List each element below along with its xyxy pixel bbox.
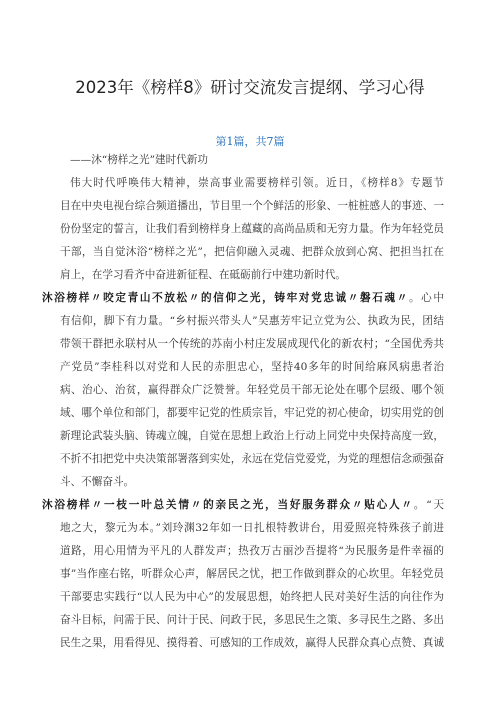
paragraph-line: 域、哪个单位和部门，都要牢记党的性质宗旨，牢记党的初心使命，切实用党的创 <box>60 407 444 419</box>
paragraph-line: 有信仰，脚下有力量。“乡村振兴带头人”吴惠芳牢记立党为公、执政为民，团结 <box>60 315 444 327</box>
paragraph-line: 干部要忠实践行“以人民为中心”的发展思想，始终把人民对美好生活的向往作为 <box>60 591 444 603</box>
paragraph-line: 份份坚定的誓言，让我们看到榜样身上蕴藏的高尚品质和无穷力量。作为年轻党员 <box>60 223 444 235</box>
paragraph-line: 肩上，在学习看齐中奋进新征程、在砥砺前行中建功新时代。 <box>60 269 347 281</box>
paragraph-line: 产党员”李桂科以对党和人民的赤胆忠心，坚持40多年的时间给麻风病患者治 <box>60 361 444 373</box>
section-lead-text: 。“天 <box>413 499 444 511</box>
paragraph-line: 事”当作座右铭，听群众心声，解居民之忧，把工作做到群众的心坎里。年轻党员 <box>60 568 444 580</box>
paragraph-line: 新理论武装头脑、铸魂立魄，自觉在思想上政治上行动上同党中央保持高度一致， <box>60 430 444 442</box>
paragraph-line: 目在中央电视台综合频道播出，节目里一个个鲜活的形象、一桩桩感人的事迹、一 <box>60 200 444 212</box>
paragraph-line: 干部，当自觉沐浴“榜样之光”，把信仰融入灵魂、把群众放到心窝、把担当扛在 <box>60 246 444 258</box>
section-heading: 沐浴榜样〃咬定青山不放松〃的信仰之光，铸牢对党忠诚〃磐石魂〃 <box>42 292 409 304</box>
paragraph-line: 不折不扣把党中央决策部署落到实处，永远在党信党爱党，为党的理想信念顽强奋 <box>60 453 444 465</box>
paragraph-line: 道路，用心用情为平凡的人群发声；热孜万古丽沙吾提将“为民服务是件幸福的 <box>60 545 444 557</box>
section-heading-line <box>42 495 444 515</box>
section-lead-text: 。心中 <box>408 292 445 304</box>
paragraph-line: 奋斗目标，问需于民、问计于民、问政于民，多思民生之策、多寻民生之路、多出 <box>60 614 444 626</box>
paragraph-line: 斗、不懈奋斗。 <box>60 476 135 488</box>
paragraph-line: 地之大，黎元为本。”刘玲渊32年如一日扎根特教讲台，用爱照亮特殊孩子前进 <box>60 522 444 534</box>
paragraph-line: 带领干群把永联村从一个传统的苏南小村庄发展成现代化的新农村；“全国优秀共 <box>60 338 444 350</box>
paragraph-line: 民生之果，用看得见、摸得着、可感知的工作成效，赢得人民群众真心点赞、真诚 <box>60 637 444 649</box>
paragraph-line: 病、治心、治贫，赢得群众广泛赞誉。年轻党员干部无论处在哪个层级、哪个领 <box>60 384 444 396</box>
document-part-indicator: 第1篇，共7篇 <box>215 135 285 148</box>
section-heading: 沐浴榜样〃一枝一叶总关情〃的亲民之光，当好服务群众〃贴心人〃 <box>42 499 414 511</box>
paragraph-line: 伟大时代呼唤伟大精神，崇高事业需要榜样引领。近日，《榜样8》专题节 <box>70 177 444 189</box>
section-heading-line <box>42 288 444 308</box>
document-title: 2023年《榜样8》研讨交流发言提纲、学习心得 <box>75 78 425 97</box>
paragraph-line: ——沐“榜样之光”建时代新功 <box>70 154 208 166</box>
